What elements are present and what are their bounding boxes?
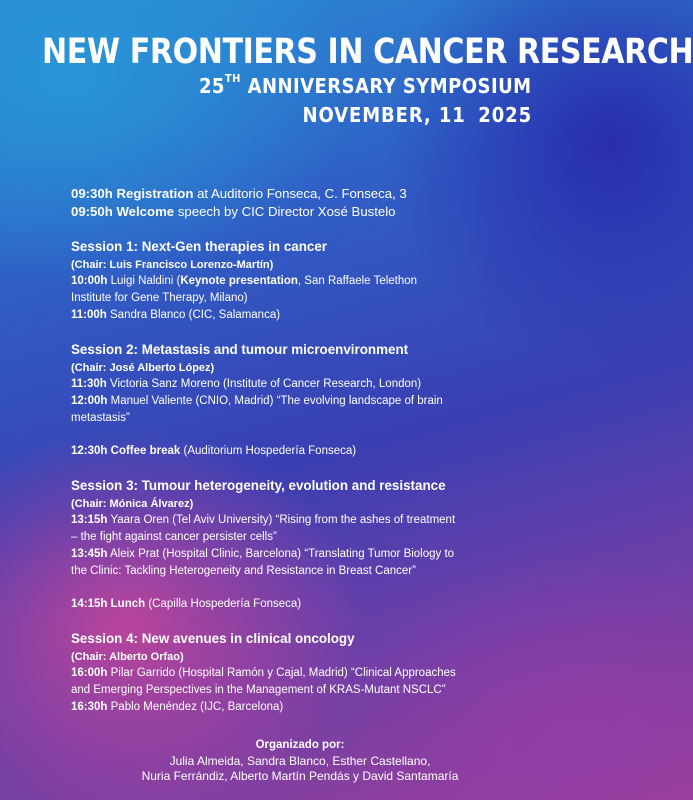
session-4-talk-1 [71,665,541,682]
poster-header [0,30,693,74]
session-3-talk-1-cont: – the fight against cancer persister cells” [71,531,277,543]
anniversary-number: 25 [199,74,226,98]
welcome-time: 09:50h [71,204,113,219]
registration-label: Registration [116,186,194,201]
session-3-talk-2-cont: the Clinic: Tackling Heterogeneity and Resistance in Breast Cancer” [71,565,416,577]
welcome-text: speech by CIC Director Xosé Bustelo [177,204,396,219]
talk-time: 11:00h [71,309,107,321]
talk-time: 16:00h [71,667,108,679]
lunch-break [71,596,541,613]
session-1-talk-1-cont: Institute for Gene Therapy, Milano) [71,292,248,304]
session-2-title: Session 2: Metastasis and tumour microenvironment [71,342,409,357]
lunch-label: Lunch [110,598,146,610]
talk-speaker: Yaara Oren (Tel Aviv University) “Rising from the ashes of treatment [110,514,456,526]
symposium-subtitle [199,74,532,98]
talk-time: 10:00h [71,275,108,287]
welcome-label: Welcome [116,204,175,219]
welcome-line [71,203,541,221]
talk-time: 13:15h [71,514,108,526]
organizers-block [0,738,600,785]
program-content [71,185,541,716]
symposium-date [303,103,533,127]
session-2-talk-1 [71,376,541,393]
session-2 [71,340,541,427]
talk-speaker: Pablo Menéndez (IJC, Barcelona) [110,701,284,713]
registration-text: at Auditorio Fonseca, C. Fonseca, 3 [197,186,407,201]
talk-time: 13:45h [71,548,108,560]
talk-affiliation: , San Raffaele Telethon [297,275,418,287]
keynote-label: Keynote presentation [180,275,298,287]
session-1 [71,237,541,324]
talk-time: 16:30h [71,701,108,713]
organizers-line-2: Nuria Ferrándiz, Alberto Martín Pendás y David Santamaría [141,769,459,783]
session-1-chair: (Chair: Luis Francisco Lorenzo-Martín) [71,259,274,271]
organizers-title: Organizado por: [255,739,345,751]
intro-block [71,185,541,221]
registration-line [71,185,541,203]
session-1-title: Session 1: Next-Gen therapies in cancer [71,239,328,254]
session-2-chair: (Chair: José Alberto López) [71,362,215,374]
session-3 [71,476,541,580]
date-day: NOVEMBER, 11 [302,103,466,127]
talk-speaker: Manuel Valiente (CNIO, Madrid) “The evolving landscape of brain [110,395,443,407]
lunch-location: (Capilla Hospedería Fonseca) [148,598,302,610]
talk-speaker: Victoria Sanz Moreno (Institute of Cancer Research, London) [110,378,422,390]
session-4-title: Session 4: New avenues in clinical oncology [71,631,355,646]
talk-time: 12:00h [71,395,108,407]
talk-speaker: Aleix Prat (Hospital Clinic, Barcelona) “Translating Tumor Biology to [110,548,455,560]
session-4-talk-2 [71,699,541,716]
session-2-talk-2-cont: metastasis” [71,412,130,424]
session-3-talk-1 [71,512,541,529]
session-4 [71,629,541,716]
coffee-break [71,443,541,460]
session-1-talk-1 [71,273,541,290]
session-3-talk-2 [71,546,541,563]
session-4-talk-1-cont: and Emerging Perspectives in the Management of KRAS-Mutant NSCLC” [71,684,446,696]
subtitle-text: ANNIVERSARY SYMPOSIUM [248,74,532,98]
talk-speaker: Pilar Garrido (Hospital Ramón y Cajal, Madrid) “Clinical Approaches [110,667,456,679]
coffee-time: 12:30h [71,445,108,457]
organizers-line-1: Julia Almeida, Sandra Blanco, Esther Castellano, [169,753,431,768]
lunch-time: 14:15h [71,598,108,610]
talk-speaker: Luigi Naldini ( [110,275,181,287]
coffee-location: (Auditorium Hospedería Fonseca) [183,445,357,457]
session-1-talk-2 [71,307,541,324]
talk-speaker: Sandra Blanco (CIC, Salamanca) [110,309,281,321]
session-3-chair: (Chair: Mónica Álvarez) [71,498,194,510]
poster-title: NEW FRONTIERS IN CANCER RESEARCH [42,32,693,72]
coffee-label: Coffee break [110,445,181,457]
date-year: 2025 [478,103,532,127]
talk-time: 11:30h [71,378,107,390]
session-4-chair: (Chair: Alberto Orfao) [71,651,184,663]
registration-time: 09:30h [71,186,113,201]
anniversary-suffix: TH [225,72,242,85]
session-2-talk-2 [71,393,541,410]
session-3-title: Session 3: Tumour heterogeneity, evolution and resistance [71,478,446,493]
